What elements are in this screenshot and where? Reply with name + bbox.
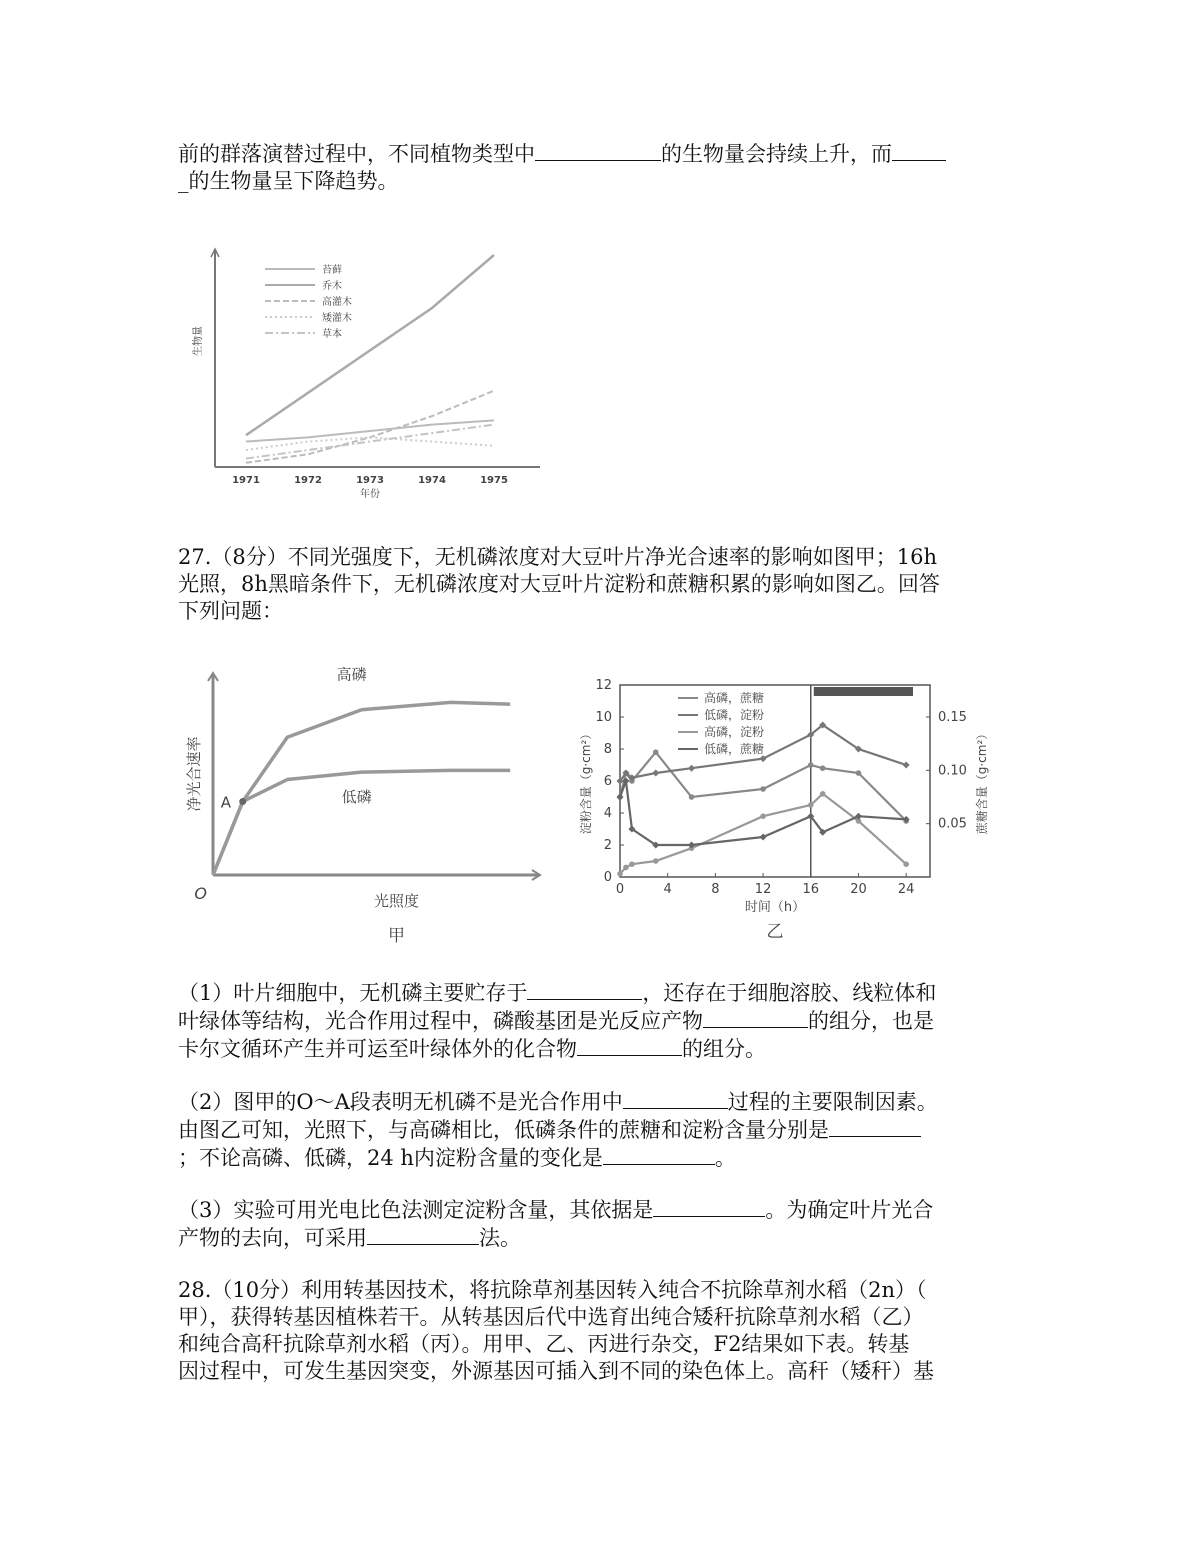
y-axis-label: 生物量 — [193, 326, 204, 356]
legend-label: 高磷，淀粉 — [704, 725, 765, 739]
data-point — [652, 770, 659, 777]
y-axis-label: 净光合速率 — [185, 736, 203, 812]
legend-label: 草本 — [322, 329, 342, 340]
answer-blank[interactable] — [703, 1007, 808, 1028]
y-left-axis-label: 淀粉含量（g·cm²） — [579, 727, 593, 835]
x-axis-label: 年份 — [360, 489, 380, 500]
series-label: 高磷 — [336, 665, 367, 684]
question-28: 28.（10分）利用转基因技术，将抗除草剂基因转入纯合不抗除草剂水稻（2n）（ 甲），获得转基因植株若干。从转基因后代中选育出纯合矮秆抗除草剂水稻（乙） 和纯合高秆抗除草剂水稻（丙）。用甲、乙、丙进行杂交，F2结果如下表。转基 因过程中，可发生基因突变，外源基因可插入到不同的染色体上。高秆（矮秆）基 — [178, 1278, 934, 1383]
x-tick-label: 24 — [897, 882, 915, 897]
y-left-tick-label: 0 — [603, 870, 612, 885]
chart-title: 乙 — [766, 922, 784, 942]
answer-blank[interactable] — [577, 1035, 682, 1056]
y-left-tick-label: 10 — [595, 710, 612, 725]
series-line — [246, 425, 494, 459]
question-27-part-1: （1）叶片细胞中，无机磷主要贮存于 ，还存在于细胞溶胶、线粒体和 叶绿体等结构，光合作用过程中，磷酸基团是光反应产物 的组分，也是 卡尔文循环产生并可运至叶绿体外的化合物 的组分。 — [178, 981, 937, 1061]
starch-sucrose-chart — [570, 665, 1000, 955]
x-tick-label: 1974 — [418, 475, 446, 486]
legend-label: 高磷，蔗糖 — [704, 691, 765, 705]
series-line — [246, 255, 494, 435]
x-tick-label: 8 — [711, 882, 720, 897]
chart-title: 甲 — [388, 926, 405, 946]
answer-blank[interactable] — [367, 1224, 479, 1245]
data-point — [903, 861, 909, 867]
answer-blank[interactable] — [535, 140, 661, 161]
x-tick-label: 1973 — [356, 475, 384, 486]
data-point — [820, 791, 826, 797]
data-point — [689, 794, 695, 800]
y-right-axis-label: 蔗糖含量（g·cm²） — [975, 727, 989, 835]
question-27-part-3: （3）实验可用光电比色法测定淀粉含量，其依据是 。为确定叶片光合 产物的去向，可采用 法。 — [178, 1198, 934, 1250]
x-tick-label: 1975 — [480, 475, 508, 486]
y-right-tick-label: 0.15 — [938, 710, 967, 725]
point-a-label: A — [220, 793, 231, 812]
x-tick-label: 20 — [850, 882, 867, 897]
legend-label: 低磷，淀粉 — [704, 708, 765, 722]
series-line — [246, 420, 494, 441]
y-left-tick-label: 6 — [603, 774, 612, 789]
data-point — [617, 871, 623, 877]
answer-blank[interactable] — [829, 1116, 921, 1137]
data-point — [808, 762, 814, 768]
data-point — [688, 765, 695, 772]
dark-period-bar — [814, 687, 913, 696]
y-left-tick-label: 2 — [603, 838, 612, 853]
legend-label: 高灌木 — [322, 297, 352, 308]
y-left-tick-label: 12 — [595, 678, 612, 693]
plot-frame — [620, 685, 930, 877]
data-point — [903, 762, 910, 769]
data-point — [808, 802, 814, 808]
question-27-part-2: （2）图甲的O～A段表明无机磷不是光合作用中 过程的主要限制因素。 由图乙可知，光照下，与高磷相比，低磷条件的蔗糖和淀粉含量分别是 ；不论高磷、低磷，24 h内淀粉含量的变化是 。 — [178, 1090, 938, 1170]
answer-blank[interactable] — [653, 1196, 765, 1217]
data-point — [653, 749, 659, 755]
legend-label: 低磷，蔗糖 — [704, 742, 765, 756]
legend-label: 苔藓 — [322, 265, 342, 276]
data-point — [820, 765, 826, 771]
data-point — [617, 794, 624, 801]
data-point — [629, 861, 635, 867]
x-axis-label: 时间（h） — [744, 900, 806, 915]
y-left-tick-label: 8 — [603, 742, 612, 757]
answer-blank[interactable] — [527, 979, 642, 1000]
answer-blank[interactable] — [623, 1088, 728, 1109]
x-axis-label: 光照度 — [373, 892, 420, 910]
data-point — [760, 834, 767, 841]
data-point — [760, 813, 766, 819]
origin-label: O — [194, 884, 207, 903]
series-line — [213, 770, 510, 875]
legend-label: 乔木 — [322, 281, 342, 292]
y-right-tick-label: 0.05 — [938, 816, 967, 832]
x-tick-label: 4 — [663, 882, 672, 897]
legend-label: 矮灌木 — [322, 313, 352, 324]
data-point — [653, 858, 659, 864]
data-point — [760, 786, 766, 792]
x-tick-label: 16 — [802, 882, 820, 897]
series-line — [246, 391, 494, 463]
x-tick-label: 1971 — [232, 475, 260, 486]
point-a-marker — [239, 798, 246, 805]
paragraph-p0: 前的群落演替过程中，不同植物类型中 的生物量会持续上升，而 _的生物量呈下降趋势。 — [178, 140, 1028, 195]
y-right-tick-label: 0.10 — [938, 763, 967, 779]
x-tick-label: 1972 — [294, 475, 322, 486]
series-label: 低磷 — [341, 788, 372, 807]
y-left-tick-label: 4 — [603, 806, 612, 821]
answer-blank[interactable] — [892, 140, 946, 161]
net-photosynthesis-chart — [185, 665, 545, 955]
answer-blank[interactable] — [603, 1144, 715, 1165]
x-tick-label: 12 — [754, 882, 772, 897]
x-tick-label: 0 — [615, 882, 625, 897]
biomass-line-chart — [190, 245, 530, 515]
data-point — [623, 865, 629, 871]
question-27-intro: 27.（8分）不同光强度下，无机磷浓度对大豆叶片净光合速率的影响如图甲；16h 光照，8h黑暗条件下，无机磷浓度对大豆叶片淀粉和蔗糖积累的影响如图乙。回答 下列问题： — [178, 545, 940, 623]
data-point — [856, 770, 862, 776]
